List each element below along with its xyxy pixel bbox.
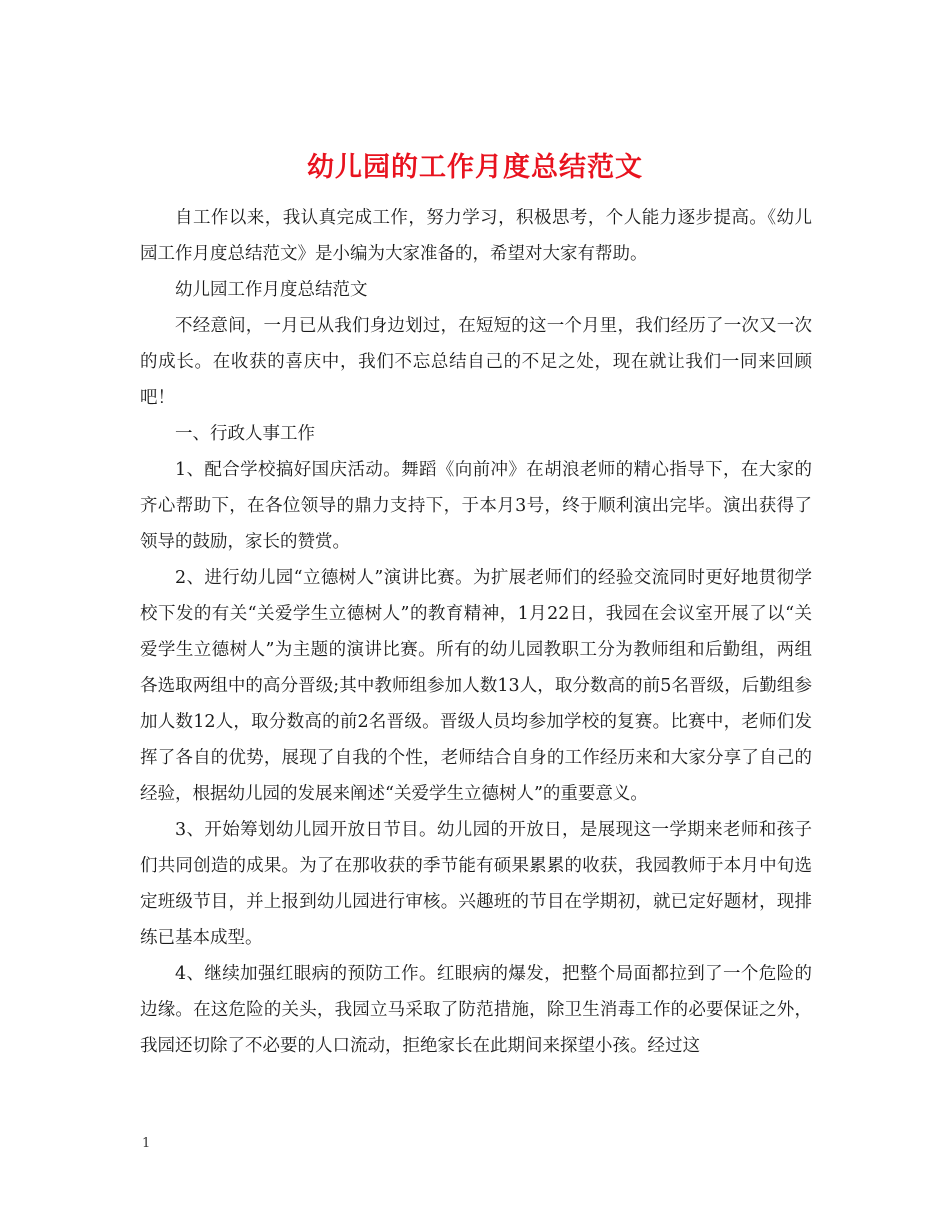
- opening-paragraph: 不经意间，一月已从我们身边划过，在短短的这一个月里，我们经历了一次又一次的成长。在收获的喜庆中，我们不忘总结自己的不足之处，现在就让我们一同来回顾吧！: [140, 316, 812, 408]
- document-title: 幼儿园的工作月度总结范文: [307, 152, 643, 184]
- item-1-paragraph: 1、配合学校搞好国庆活动。舞蹈《向前冲》在胡浪老师的精心指导下，在大家的齐心帮助下，在各位领导的鼎力支持下，于本月3号，终于顺利演出完毕。演出获得了领导的鼓励，家长的赞赏。: [140, 460, 812, 552]
- intro-paragraph: 自工作以来，我认真完成工作，努力学习，积极思考，个人能力逐步提高。《幼儿园工作月度总结范文》是小编为大家准备的，希望对大家有帮助。: [140, 208, 812, 264]
- document-body: [140, 200, 812, 1064]
- subtitle-paragraph: 幼儿园工作月度总结范文: [175, 280, 368, 300]
- section-heading: 一、行政人事工作: [175, 424, 315, 444]
- item-4-paragraph: 4、继续加强红眼病的预防工作。红眼病的爆发，把整个局面都拉到了一个危险的边缘。在这危险的关头，我园立马采取了防范措施，除卫生消毒工作的必要保证之外，我园还切除了不必要的人口流动，拒绝家长在此期间来探望小孩。经过这: [140, 964, 812, 1056]
- item-2-paragraph: 2、进行幼儿园“立德树人”演讲比赛。为扩展老师们的经验交流同时更好地贯彻学校下发的有关“关爱学生立德树人”的教育精神，1月22日，我园在会议室开展了以“关爱学生立德树人”为主题的演讲比赛。所有的幼儿园教职工分为教师组和后勤组，两组各选取两组中的高分晋级;其中教师组参加人数13人，取分数高的前5名晋级，后勤组参加人数12人，取分数高的前2名晋级。晋级人员均参加学校的复赛。比赛中，老师们发挥了各自的优势，展现了自我的个性，老师结合自身的工作经历来和大家分享了自己的经验，根据幼儿园的发展来阐述“关爱学生立德树人”的重要意义。: [140, 568, 812, 804]
- item-3-paragraph: 3、开始筹划幼儿园开放日节目。幼儿园的开放日，是展现这一学期来老师和孩子们共同创造的成果。为了在那收获的季节能有硕果累累的收获，我园教师于本月中旬选定班级节目，并上报到幼儿园进行审核。兴趣班的节目在学期初，就已定好题材，现排练已基本成型。: [140, 820, 812, 948]
- page-number: 1: [142, 1136, 151, 1151]
